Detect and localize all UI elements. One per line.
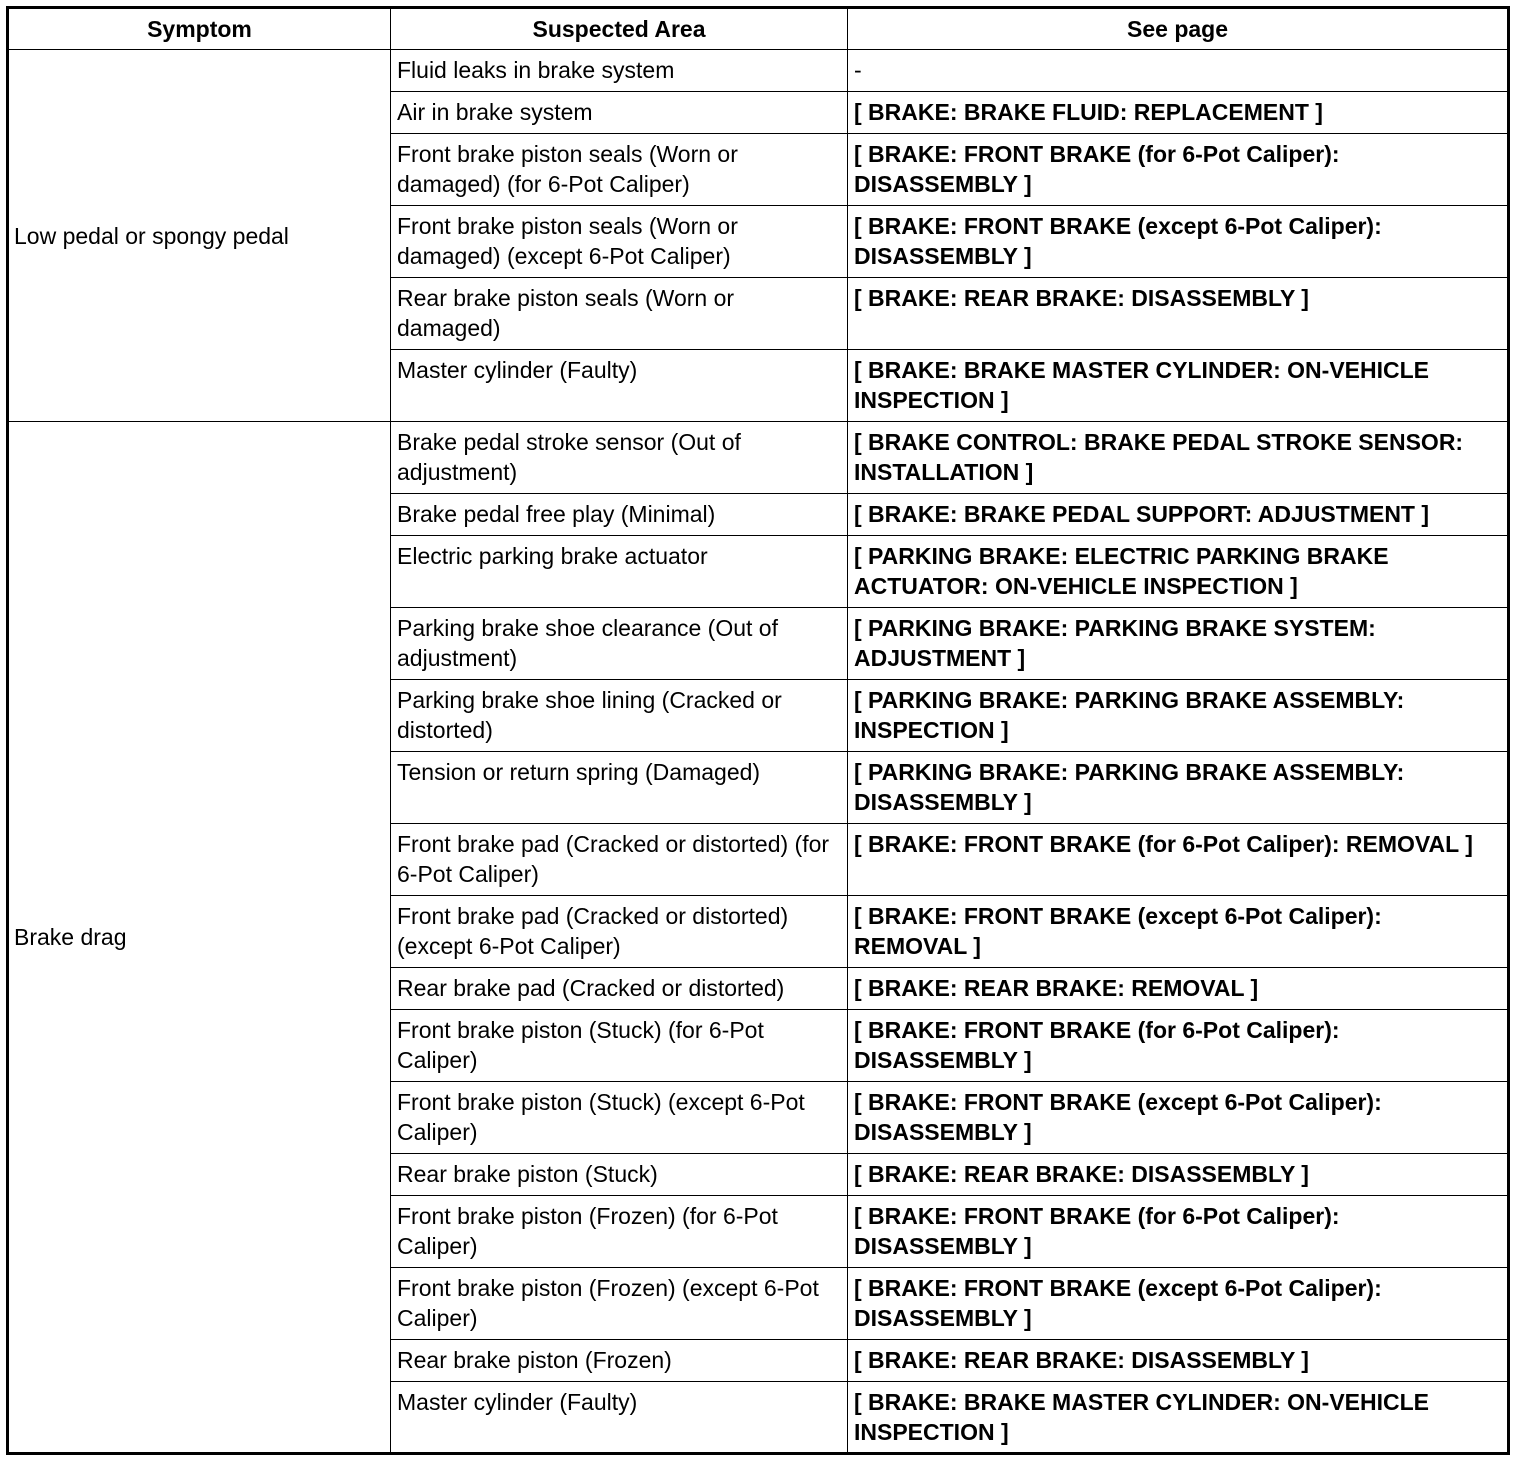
see-page-cell: [ BRAKE: REAR BRAKE: DISASSEMBLY ] [848, 1154, 1509, 1196]
suspected-area-cell: Brake pedal stroke sensor (Out of adjustment) [391, 422, 848, 494]
suspected-area-cell: Electric parking brake actuator [391, 536, 848, 608]
troubleshooting-table [6, 6, 1510, 1455]
see-page-cell: [ PARKING BRAKE: PARKING BRAKE ASSEMBLY: DISASSEMBLY ] [848, 752, 1509, 824]
see-page-cell: [ BRAKE: FRONT BRAKE (except 6-Pot Caliper): DISASSEMBLY ] [848, 1082, 1509, 1154]
suspected-area-cell: Front brake piston seals (Worn or damaged) (for 6-Pot Caliper) [391, 134, 848, 206]
symptom-cell: Low pedal or spongy pedal [8, 50, 391, 422]
see-page-cell: - [848, 50, 1509, 92]
table-row [8, 422, 1509, 494]
suspected-area-cell: Rear brake piston (Stuck) [391, 1154, 848, 1196]
see-page-cell: [ BRAKE: FRONT BRAKE (for 6-Pot Caliper): DISASSEMBLY ] [848, 1196, 1509, 1268]
header-row [8, 8, 1509, 50]
suspected-area-cell: Rear brake piston seals (Worn or damaged) [391, 278, 848, 350]
suspected-area-cell: Front brake piston (Stuck) (for 6-Pot Caliper) [391, 1010, 848, 1082]
suspected-area-cell: Front brake piston seals (Worn or damaged) (except 6-Pot Caliper) [391, 206, 848, 278]
suspected-area-cell: Front brake piston (Stuck) (except 6-Pot Caliper) [391, 1082, 848, 1154]
suspected-area-cell: Front brake piston (Frozen) (except 6-Pot Caliper) [391, 1268, 848, 1340]
see-page-cell: [ BRAKE: REAR BRAKE: REMOVAL ] [848, 968, 1509, 1010]
suspected-area-cell: Parking brake shoe clearance (Out of adjustment) [391, 608, 848, 680]
see-page-cell: [ BRAKE: FRONT BRAKE (except 6-Pot Caliper): DISASSEMBLY ] [848, 1268, 1509, 1340]
see-page-cell: [ BRAKE: FRONT BRAKE (except 6-Pot Caliper): REMOVAL ] [848, 896, 1509, 968]
see-page-cell: [ PARKING BRAKE: ELECTRIC PARKING BRAKE ACTUATOR: ON-VEHICLE INSPECTION ] [848, 536, 1509, 608]
see-page-cell: [ BRAKE CONTROL: BRAKE PEDAL STROKE SENSOR: INSTALLATION ] [848, 422, 1509, 494]
suspected-area-cell: Tension or return spring (Damaged) [391, 752, 848, 824]
suspected-area-cell: Front brake pad (Cracked or distorted) (except 6-Pot Caliper) [391, 896, 848, 968]
table-body [8, 50, 1509, 1454]
suspected-area-cell: Rear brake pad (Cracked or distorted) [391, 968, 848, 1010]
symptom-cell: Brake drag [8, 422, 391, 1454]
see-page-cell: [ BRAKE: REAR BRAKE: DISASSEMBLY ] [848, 278, 1509, 350]
see-page-cell: [ BRAKE: FRONT BRAKE (except 6-Pot Caliper): DISASSEMBLY ] [848, 206, 1509, 278]
see-page-cell: [ BRAKE: BRAKE FLUID: REPLACEMENT ] [848, 92, 1509, 134]
suspected-area-cell: Master cylinder (Faulty) [391, 1382, 848, 1454]
suspected-area-cell: Rear brake piston (Frozen) [391, 1340, 848, 1382]
suspected-area-cell: Brake pedal free play (Minimal) [391, 494, 848, 536]
table-row [8, 50, 1509, 92]
suspected-area-cell: Air in brake system [391, 92, 848, 134]
see-page-cell: [ PARKING BRAKE: PARKING BRAKE SYSTEM: ADJUSTMENT ] [848, 608, 1509, 680]
header-symptom: Symptom [8, 8, 391, 50]
see-page-cell: [ BRAKE: FRONT BRAKE (for 6-Pot Caliper): DISASSEMBLY ] [848, 1010, 1509, 1082]
header-suspected-area: Suspected Area [391, 8, 848, 50]
header-see-page: See page [848, 8, 1509, 50]
see-page-cell: [ BRAKE: FRONT BRAKE (for 6-Pot Caliper): DISASSEMBLY ] [848, 134, 1509, 206]
see-page-cell: [ BRAKE: BRAKE MASTER CYLINDER: ON-VEHICLE INSPECTION ] [848, 1382, 1509, 1454]
see-page-cell: [ PARKING BRAKE: PARKING BRAKE ASSEMBLY: INSPECTION ] [848, 680, 1509, 752]
see-page-cell: [ BRAKE: BRAKE PEDAL SUPPORT: ADJUSTMENT ] [848, 494, 1509, 536]
table-header [8, 8, 1509, 50]
see-page-cell: [ BRAKE: REAR BRAKE: DISASSEMBLY ] [848, 1340, 1509, 1382]
suspected-area-cell: Front brake pad (Cracked or distorted) (for 6-Pot Caliper) [391, 824, 848, 896]
see-page-cell: [ BRAKE: BRAKE MASTER CYLINDER: ON-VEHICLE INSPECTION ] [848, 350, 1509, 422]
suspected-area-cell: Front brake piston (Frozen) (for 6-Pot Caliper) [391, 1196, 848, 1268]
see-page-cell: [ BRAKE: FRONT BRAKE (for 6-Pot Caliper): REMOVAL ] [848, 824, 1509, 896]
suspected-area-cell: Fluid leaks in brake system [391, 50, 848, 92]
suspected-area-cell: Parking brake shoe lining (Cracked or distorted) [391, 680, 848, 752]
suspected-area-cell: Master cylinder (Faulty) [391, 350, 848, 422]
